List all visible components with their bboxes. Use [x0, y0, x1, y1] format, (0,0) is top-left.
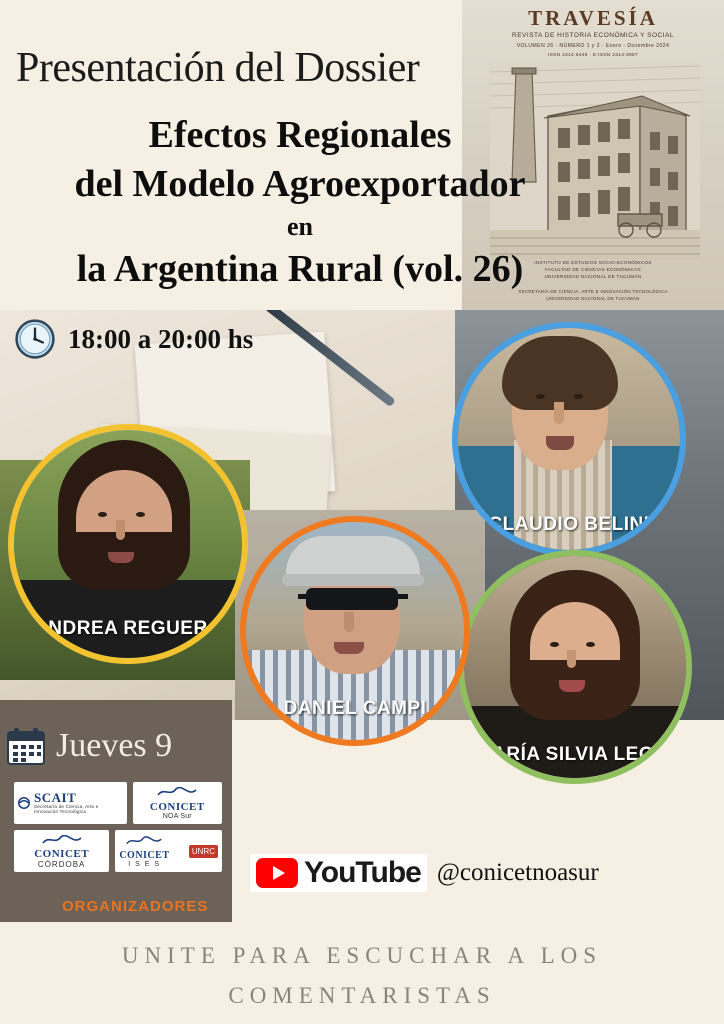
logo-unrc-name: UNRC: [189, 845, 218, 858]
logo-conicet-cordoba-name: CONICET: [34, 848, 90, 861]
event-time-row: [14, 318, 253, 360]
footer-line-1: UNITE PARA ESCUCHAR A LOS: [121, 943, 603, 968]
event-date-row: [6, 726, 172, 766]
conicet-swirl-icon: [156, 787, 198, 797]
logo-conicet-noasur: [133, 782, 222, 824]
logo-conicet-noasur-sub: NOA Sur: [162, 813, 192, 821]
speaker-photo-maria-silvia-leoni: [458, 550, 692, 784]
youtube-logo[interactable]: [250, 854, 427, 892]
organizers-label: ORGANIZADORES: [62, 898, 209, 915]
footer-line-2: COMENTARISTAS: [228, 983, 496, 1008]
speaker-photo-daniel-campi: [240, 516, 470, 746]
logo-scait: [14, 782, 127, 824]
calendar-icon: [6, 726, 46, 766]
organizer-logo-row-1: [14, 782, 222, 824]
speaker-name-daniel-campi: DANIEL CAMPI: [283, 698, 427, 719]
organizer-logos: [14, 782, 222, 878]
dossier-title-line-1: Efectos Regionales: [148, 114, 452, 156]
speaker-name-maria-silvia-leoni: MARÍA SILVIA LEONI: [475, 744, 675, 765]
logo-conicet-ises-sub: I S E S: [128, 861, 161, 869]
journal-issn: ISSN 2314-6449 · E-ISSN 2314-2987: [548, 53, 638, 58]
institute-line-1: INSTITUTO DE ESTUDIOS SOCIO-ECONÓMICOS: [534, 260, 652, 265]
scait-mark-icon: [18, 795, 30, 811]
speaker-photo-andrea-reguera: [8, 424, 248, 664]
conicet-swirl-icon-2: [41, 835, 83, 845]
institute-line-4: SECRETARÍA DE CIENCIA, ARTE E INNOVACIÓN TECNOLÓGICA: [518, 289, 668, 294]
logo-conicet-cordoba: [14, 830, 109, 873]
logo-conicet-cordoba-sub: CÓRDOBA: [37, 860, 86, 870]
logo-conicet-ises-name: CONICET: [119, 849, 170, 861]
institute-line-5: UNIVERSIDAD NACIONAL DE TUCUMÁN: [546, 296, 640, 301]
page-title: Presentación del Dossier: [16, 45, 420, 91]
poster-footer: [0, 936, 724, 1016]
institute-line-2: FACULTAD DE CIENCIAS ECONÓMICAS: [545, 267, 641, 272]
logo-scait-sub: Secretaría de Ciencia, Arte e Innovación Tecnológica: [34, 803, 99, 814]
speaker-name-claudio-belini: CLAUDIO BELINI: [488, 514, 650, 535]
dossier-title-line-2: del Modelo Agroexportador: [74, 163, 526, 205]
journal-issue: VOLUMEN 26 · NÚMERO 1 y 2 · Enero - Diciembre 2024: [516, 43, 670, 49]
speaker-name-andrea-reguera: ANDREA REGUERA: [34, 618, 222, 639]
journal-title: TRAVESÍA: [528, 6, 658, 30]
youtube-play-icon[interactable]: [256, 858, 298, 888]
organizer-logo-row-2: [14, 830, 222, 873]
journal-subtitle: REVISTA DE HISTORIA ECONÓMICA Y SOCIAL: [512, 32, 674, 39]
youtube-handle[interactable]: @conicetnoasur: [436, 859, 599, 886]
youtube-wordmark: YouTube: [304, 856, 421, 889]
dossier-title-line-3: en: [287, 212, 313, 241]
dossier-title-line-4: la Argentina Rural (vol. 26): [76, 248, 524, 290]
speaker-photo-claudio-belini: [452, 322, 686, 556]
youtube-row[interactable]: [250, 854, 599, 892]
logo-scait-name: SCAIT: [34, 790, 77, 806]
logo-conicet-ises: [115, 830, 222, 873]
logo-conicet-noasur-name: CONICET: [149, 800, 205, 813]
conicet-swirl-icon-3: [125, 836, 163, 846]
institute-line-3: UNIVERSIDAD NACIONAL DE TUCUMÁN: [544, 274, 642, 279]
dossier-title-block: [0, 112, 600, 294]
event-time-text: 18:00 a 20:00 hs: [68, 323, 254, 354]
event-date-text: Jueves 9: [56, 727, 173, 764]
clock-icon: [14, 318, 56, 360]
